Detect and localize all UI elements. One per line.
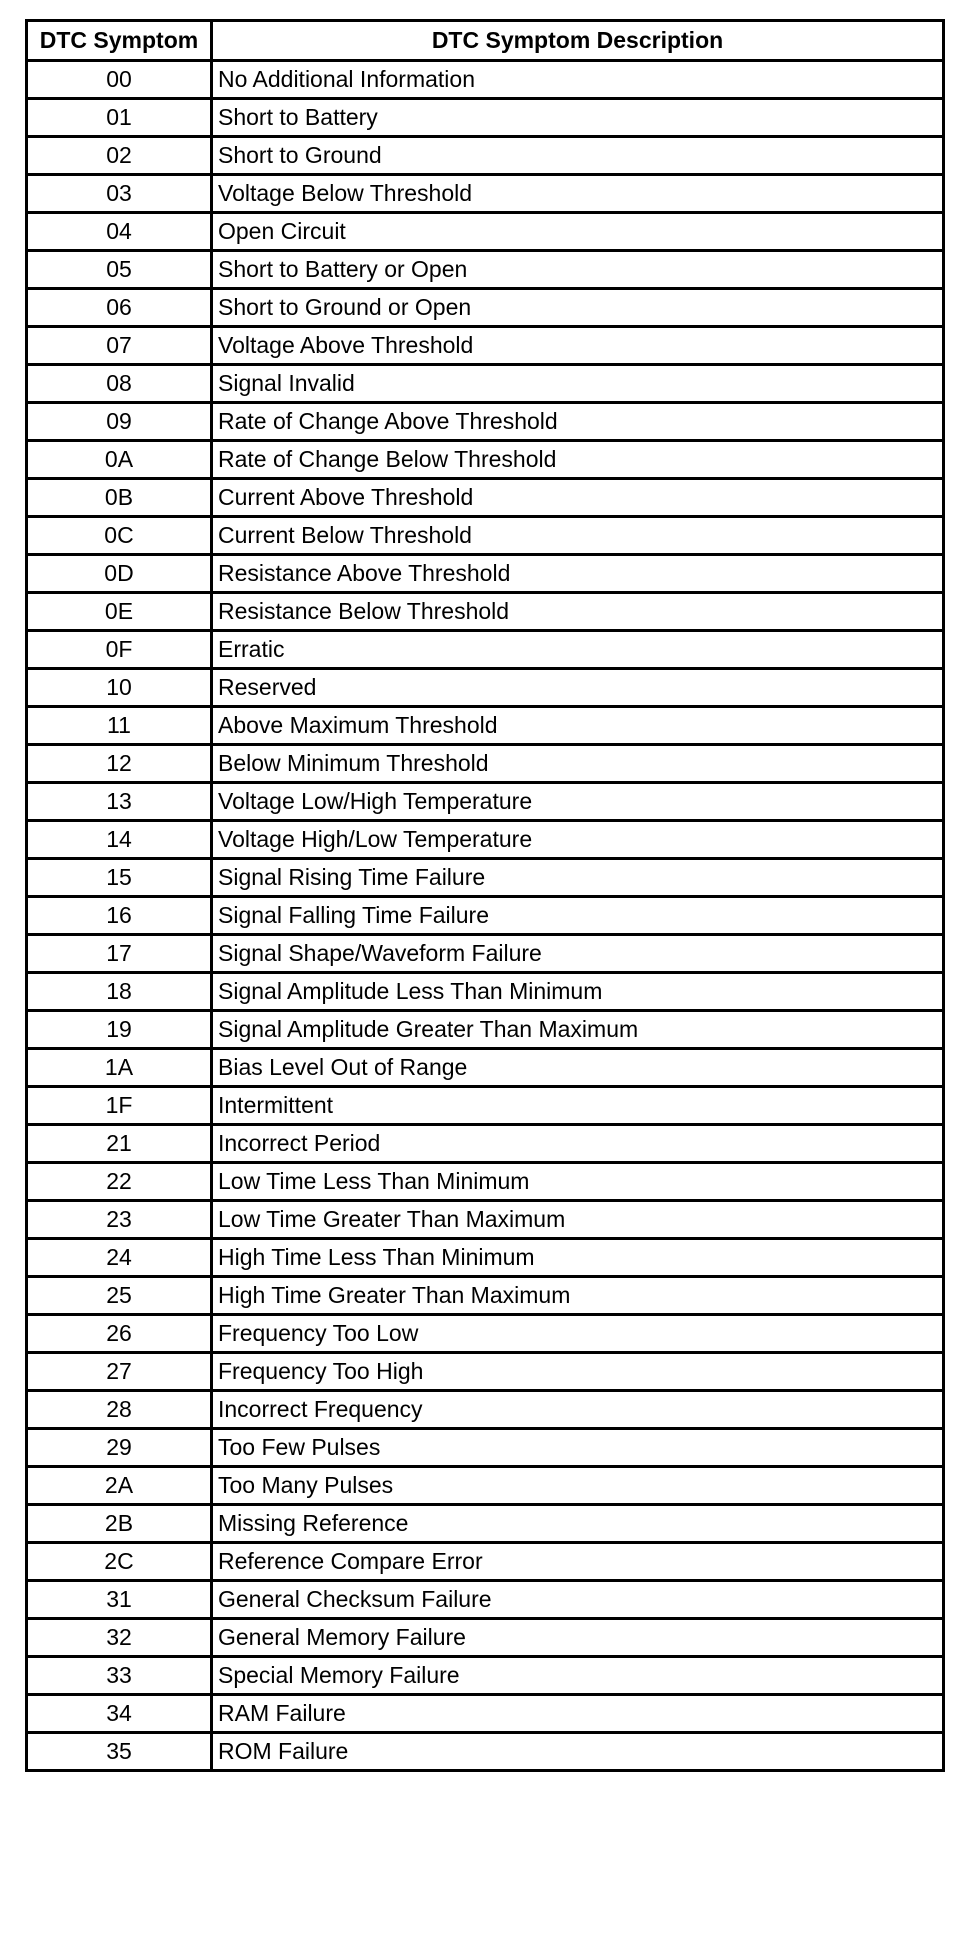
dtc-symptom-code: 05 — [27, 251, 212, 289]
dtc-symptom-description: Voltage Below Threshold — [212, 175, 944, 213]
dtc-symptom-code: 07 — [27, 327, 212, 365]
dtc-symptom-description: Below Minimum Threshold — [212, 745, 944, 783]
dtc-symptom-description: Low Time Greater Than Maximum — [212, 1201, 944, 1239]
dtc-symptom-description: Short to Ground — [212, 137, 944, 175]
dtc-symptom-code: 25 — [27, 1277, 212, 1315]
column-header-description: DTC Symptom Description — [212, 21, 944, 61]
table-row — [27, 1733, 944, 1771]
dtc-symptom-description: RAM Failure — [212, 1695, 944, 1733]
dtc-symptom-description: Frequency Too High — [212, 1353, 944, 1391]
table-row — [27, 935, 944, 973]
dtc-symptom-code: 02 — [27, 137, 212, 175]
dtc-symptom-description: Bias Level Out of Range — [212, 1049, 944, 1087]
dtc-symptom-code: 06 — [27, 289, 212, 327]
dtc-symptom-description: Rate of Change Below Threshold — [212, 441, 944, 479]
dtc-symptom-code: 2A — [27, 1467, 212, 1505]
dtc-symptom-description: General Memory Failure — [212, 1619, 944, 1657]
table-row — [27, 1619, 944, 1657]
dtc-symptom-table-container — [25, 19, 942, 1772]
dtc-symptom-description: Above Maximum Threshold — [212, 707, 944, 745]
dtc-symptom-code: 00 — [27, 61, 212, 99]
table-row — [27, 1657, 944, 1695]
dtc-symptom-description: Signal Shape/Waveform Failure — [212, 935, 944, 973]
table-row — [27, 745, 944, 783]
dtc-symptom-code: 32 — [27, 1619, 212, 1657]
dtc-symptom-description: Incorrect Period — [212, 1125, 944, 1163]
dtc-symptom-code: 11 — [27, 707, 212, 745]
dtc-symptom-description: Frequency Too Low — [212, 1315, 944, 1353]
table-row — [27, 61, 944, 99]
table-row — [27, 1391, 944, 1429]
table-row — [27, 1467, 944, 1505]
dtc-symptom-description: Signal Amplitude Greater Than Maximum — [212, 1011, 944, 1049]
table-row — [27, 555, 944, 593]
table-row — [27, 137, 944, 175]
dtc-symptom-description: Open Circuit — [212, 213, 944, 251]
table-row — [27, 1163, 944, 1201]
table-row — [27, 631, 944, 669]
table-row — [27, 593, 944, 631]
dtc-symptom-description: Resistance Above Threshold — [212, 555, 944, 593]
dtc-symptom-description: Too Many Pulses — [212, 1467, 944, 1505]
dtc-symptom-code: 31 — [27, 1581, 212, 1619]
dtc-symptom-description: Voltage Above Threshold — [212, 327, 944, 365]
dtc-symptom-description: Short to Battery or Open — [212, 251, 944, 289]
table-row — [27, 1201, 944, 1239]
dtc-symptom-code: 08 — [27, 365, 212, 403]
dtc-symptom-code: 15 — [27, 859, 212, 897]
dtc-symptom-code: 2C — [27, 1543, 212, 1581]
table-row — [27, 1049, 944, 1087]
table-row — [27, 1353, 944, 1391]
dtc-symptom-code: 03 — [27, 175, 212, 213]
dtc-symptom-code: 01 — [27, 99, 212, 137]
dtc-symptom-description: General Checksum Failure — [212, 1581, 944, 1619]
dtc-symptom-code: 10 — [27, 669, 212, 707]
dtc-symptom-code: 0F — [27, 631, 212, 669]
dtc-symptom-code: 1A — [27, 1049, 212, 1087]
dtc-symptom-description: ROM Failure — [212, 1733, 944, 1771]
table-header-row — [27, 21, 944, 61]
dtc-symptom-description: Intermittent — [212, 1087, 944, 1125]
table-row — [27, 1543, 944, 1581]
table-row — [27, 1581, 944, 1619]
dtc-symptom-code: 1F — [27, 1087, 212, 1125]
table-row — [27, 1315, 944, 1353]
dtc-symptom-description: High Time Less Than Minimum — [212, 1239, 944, 1277]
table-body — [27, 61, 944, 1771]
dtc-symptom-code: 22 — [27, 1163, 212, 1201]
dtc-symptom-code: 14 — [27, 821, 212, 859]
table-row — [27, 175, 944, 213]
dtc-symptom-code: 2B — [27, 1505, 212, 1543]
table-row — [27, 441, 944, 479]
dtc-symptom-code: 13 — [27, 783, 212, 821]
table-row — [27, 99, 944, 137]
dtc-symptom-description: Signal Amplitude Less Than Minimum — [212, 973, 944, 1011]
dtc-symptom-description: Resistance Below Threshold — [212, 593, 944, 631]
dtc-symptom-code: 34 — [27, 1695, 212, 1733]
dtc-symptom-code: 0C — [27, 517, 212, 555]
dtc-symptom-description: Low Time Less Than Minimum — [212, 1163, 944, 1201]
table-row — [27, 859, 944, 897]
dtc-symptom-code: 17 — [27, 935, 212, 973]
dtc-symptom-description: Signal Invalid — [212, 365, 944, 403]
dtc-symptom-description: No Additional Information — [212, 61, 944, 99]
dtc-symptom-code: 27 — [27, 1353, 212, 1391]
table-row — [27, 327, 944, 365]
table-row — [27, 1505, 944, 1543]
dtc-symptom-code: 19 — [27, 1011, 212, 1049]
table-row — [27, 251, 944, 289]
table-row — [27, 783, 944, 821]
dtc-symptom-code: 29 — [27, 1429, 212, 1467]
dtc-symptom-code: 21 — [27, 1125, 212, 1163]
table-row — [27, 213, 944, 251]
dtc-symptom-description: Short to Battery — [212, 99, 944, 137]
dtc-symptom-code: 16 — [27, 897, 212, 935]
dtc-symptom-description: Special Memory Failure — [212, 1657, 944, 1695]
table-row — [27, 1125, 944, 1163]
dtc-symptom-description: Incorrect Frequency — [212, 1391, 944, 1429]
table-row — [27, 669, 944, 707]
dtc-symptom-description: Signal Rising Time Failure — [212, 859, 944, 897]
dtc-symptom-code: 04 — [27, 213, 212, 251]
dtc-symptom-description: Voltage Low/High Temperature — [212, 783, 944, 821]
table-row — [27, 1695, 944, 1733]
table-row — [27, 1087, 944, 1125]
table-row — [27, 1277, 944, 1315]
dtc-symptom-description: Reference Compare Error — [212, 1543, 944, 1581]
dtc-symptom-code: 12 — [27, 745, 212, 783]
table-row — [27, 707, 944, 745]
dtc-symptom-code: 26 — [27, 1315, 212, 1353]
dtc-symptom-code: 09 — [27, 403, 212, 441]
dtc-symptom-description: Current Above Threshold — [212, 479, 944, 517]
dtc-symptom-code: 0A — [27, 441, 212, 479]
table-row — [27, 821, 944, 859]
table-row — [27, 403, 944, 441]
table-row — [27, 289, 944, 327]
dtc-symptom-code: 33 — [27, 1657, 212, 1695]
table-row — [27, 1429, 944, 1467]
dtc-symptom-code: 0D — [27, 555, 212, 593]
dtc-symptom-code: 28 — [27, 1391, 212, 1429]
dtc-symptom-description: Reserved — [212, 669, 944, 707]
dtc-symptom-description: Current Below Threshold — [212, 517, 944, 555]
dtc-symptom-description: Signal Falling Time Failure — [212, 897, 944, 935]
column-header-code: DTC Symptom — [27, 21, 212, 61]
dtc-symptom-description: Missing Reference — [212, 1505, 944, 1543]
dtc-symptom-code: 35 — [27, 1733, 212, 1771]
dtc-symptom-table — [25, 19, 945, 1772]
dtc-symptom-code: 0E — [27, 593, 212, 631]
dtc-symptom-code: 24 — [27, 1239, 212, 1277]
dtc-symptom-description: High Time Greater Than Maximum — [212, 1277, 944, 1315]
table-row — [27, 973, 944, 1011]
table-row — [27, 517, 944, 555]
table-row — [27, 365, 944, 403]
table-row — [27, 479, 944, 517]
table-row — [27, 1011, 944, 1049]
dtc-symptom-description: Too Few Pulses — [212, 1429, 944, 1467]
table-row — [27, 897, 944, 935]
dtc-symptom-description: Erratic — [212, 631, 944, 669]
dtc-symptom-code: 0B — [27, 479, 212, 517]
dtc-symptom-description: Short to Ground or Open — [212, 289, 944, 327]
dtc-symptom-description: Voltage High/Low Temperature — [212, 821, 944, 859]
dtc-symptom-code: 23 — [27, 1201, 212, 1239]
dtc-symptom-description: Rate of Change Above Threshold — [212, 403, 944, 441]
dtc-symptom-code: 18 — [27, 973, 212, 1011]
table-row — [27, 1239, 944, 1277]
